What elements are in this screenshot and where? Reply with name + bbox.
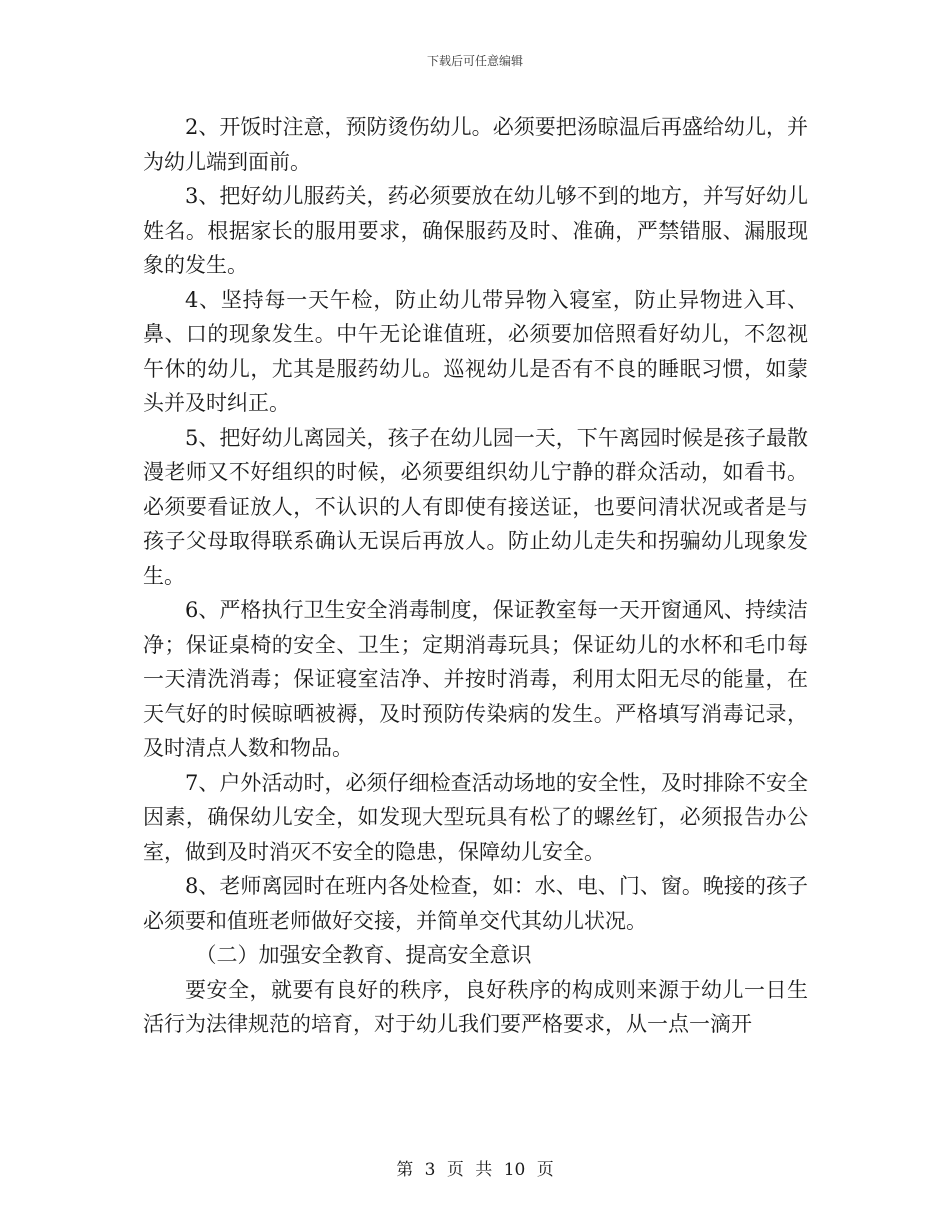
paragraph-item-7: 7、户外活动时，必须仔细检查活动场地的安全性，及时排除不安全因素，确保幼儿安全，如发现大型玩具有松了的螺丝钉，必须报告办公室，做到及时消灭不安全的隐患，保障幼儿安全。 (143, 770, 808, 864)
page-footer: 第 3 页 共 10 页 (396, 1160, 554, 1180)
paragraph-item-5: 5、把好幼儿离园关，孩子在幼儿园一天，下午离园时候是孩子最散漫老师又不好组织的时候，必须要组织幼儿宁静的群众活动，如看书。必须要看证放人，不认识的人有即使有接送证，也要问清状况或者是与孩子父母取得联系确认无误后再放人。防止幼儿走失和拐骗幼儿现象发生。 (143, 425, 808, 588)
document-body (143, 110, 808, 1042)
paragraph-item-4: 4、坚持每一天午检，防止幼儿带异物入寝室，防止异物进入耳、鼻、口的现象发生。中午无论谁值班，必须要加倍照看好幼儿，不忽视午休的幼儿，尤其是服药幼儿。巡视幼儿是否有不良的睡眠习惯，如蒙头并及时纠正。 (143, 287, 808, 415)
paragraph-item-6: 6、严格执行卫生安全消毒制度，保证教室每一天开窗通风、持续洁净；保证桌椅的安全、卫生；定期消毒玩具；保证幼儿的水杯和毛巾每一天清洗消毒；保证寝室洁净、并按时消毒，利用太阳无尽的能量，在天气好的时候晾晒被褥，及时预防传染病的发生。严格填写消毒记录，及时清点人数和物品。 (143, 598, 808, 760)
paragraph-final: 要安全，就要有良好的秩序，良好秩序的构成则来源于幼儿一日生活行为法律规范的培育，对于幼儿我们要严格要求，从一点一滴开 (143, 977, 808, 1036)
page-header: 下载后可任意编辑 (426, 54, 523, 68)
section-subheading: （二）加强安全教育、提高安全意识 (195, 943, 532, 967)
paragraph-item-3: 3、把好幼儿服药关，药必须要放在幼儿够不到的地方，并写好幼儿姓名。根据家长的服用要求，确保服药及时、准确，严禁错服、漏服现象的发生。 (143, 184, 808, 277)
paragraph-item-8: 8、老师离园时在班内各处检查，如：水、电、门、窗。晚接的孩子必须要和值班老师做好交接，并简单交代其幼儿状况。 (143, 874, 808, 933)
paragraph-item-2: 2、开饭时注意，预防烫伤幼儿。必须要把汤晾温后再盛给幼儿，并为幼儿端到面前。 (143, 115, 808, 174)
